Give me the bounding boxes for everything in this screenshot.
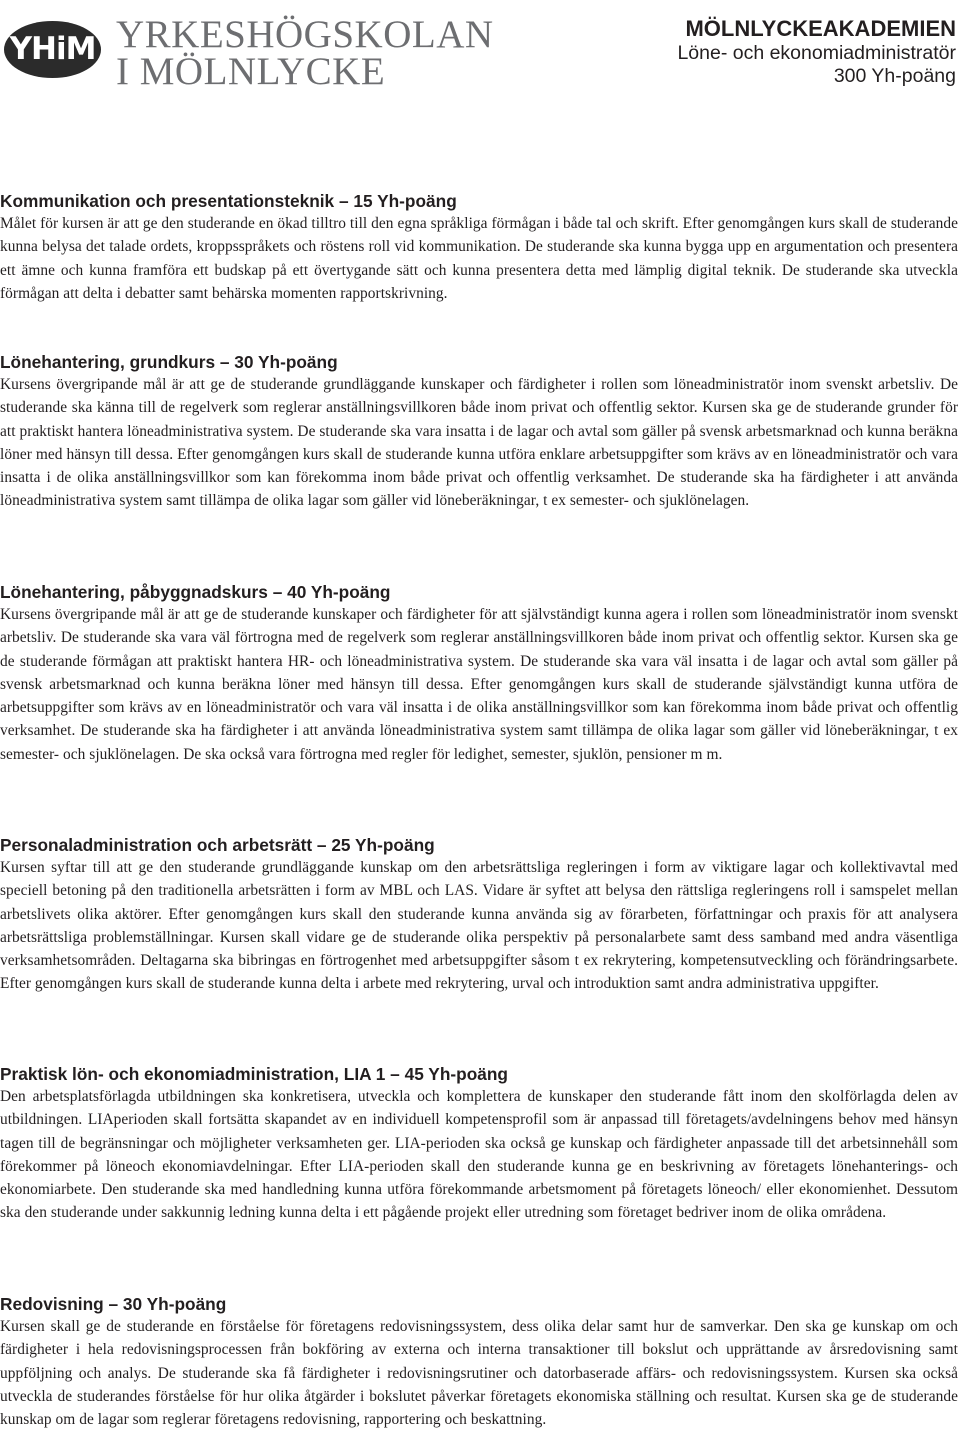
- course-description: Kursen syftar till att ge den studerande grundläggande kunskap om den arbetsrättsliga regleringen i form av viktigare lagar och kollektivavtal med speciell betoning på den traditionella arbetsrätten i form av MBL och LAS. Vidare är syftet att belysa den rättsliga regleringens roll i samspelet mellan arbetslivets olika aktörer. Efter genomgången kurs skall den studerande kunna använda sig av förarbeten, författningar och praxis för att analysera arbetsrättsliga problemställningar. Kursen skall vidare ge de studerande olika perspektiv på personalarbete samt dess samband med andra väsentliga verksamhetsområden. Deltagarna ska bibringas en förtrogenhet med arbetsuppgifter såsom t ex rekrytering, kompetensutveckling och förändringsarbete. Efter genomgången kurs skall de studerande kunna delta i arbete med rekrytering, urval och introduktion samt andra administrativa uppgifter.: [0, 859, 958, 993]
- course-section: [0, 834, 958, 1063]
- organization-name: MÖLNLYCKEAKADEMIEN: [685, 16, 956, 41]
- program-points: 300 Yh-poäng: [833, 65, 956, 87]
- course-title: Personaladministration och arbetsrätt – 25 Yh-poäng: [0, 835, 435, 855]
- course-title: Lönehantering, grundkurs – 30 Yh-poäng: [0, 352, 338, 372]
- school-logo-text: [116, 13, 494, 93]
- logo-line-2: I MÖLNLYCKE: [116, 50, 386, 93]
- course-title: Kommunikation och presentationsteknik – 15 Yh-poäng: [0, 191, 457, 211]
- course-title: Praktisk lön- och ekonomiadministration, LIA 1 – 45 Yh-poäng: [0, 1064, 508, 1084]
- page-header: [0, 0, 960, 110]
- program-name: Löne- och ekonomiadministratör: [677, 42, 956, 64]
- course-description: Kursens övergripande mål är att ge de studerande grundläggande kunskaper och färdigheter i rollen som löneadministratör inom svenskt arbetsliv. De studerande ska känna till de regelverk som reglerar anställningsvillkoren både inom privat och offentlig sektor. Kursen ska ge de studerande grunder för att praktiskt hantera löneadministrativa system. De studerande ska vara insatta i de lagar och avtal som gäller på svensk arbetsmarknad och kunna beräkna löner med hänsyn till dessa. Efter genomgången kurs skall de studerande kunna utföra enklare arbetsuppgifter som krävs av en löneadministratör och vara insatta i de olika anställningsvillkor som kan förekomma inom både privat och offentlig verksamhet. De studerande ska ha färdigheter i att använda löneadministrativa system samt tillämpa de olika lagar som gäller vid löneberäkningar, t ex semester- och sjuklönelagen.: [0, 376, 958, 510]
- program-info: [677, 16, 956, 88]
- course-description: Den arbetsplatsförlagda utbildningen ska konkretisera, utveckla och komplettera de kunskaper den studerande fått inom den skolförlagda delen av utbildningen. LIAperioden skall fortsätta skapandet av en individuell kompetensprofil som är anpassad till företagets/avdelningens behov med hänsyn tagen till de begränsningar och möjligheter verksamheten ger. LIA-perioden ska också ge kunskap och färdigheter anpassade till det arbetsinnehåll som förekommer på löneoch ekonomiavdelningar. Efter LIA-perioden skall den studerande kunna ge en beskrivning av företagets lönehanterings- och ekonomiarbete. Den studerande ska med handledning kunna utföra förekommande arbetsmoment på företagets löneoch/ eller ekonomienhet. Dessutom ska den studerande under sakkunnig ledning kunna delta i ett pågående projekt eller utredning som företaget bedriver inom de olika områdena.: [0, 1088, 958, 1222]
- logo-line-1: YRKESHÖGSKOLAN: [116, 13, 494, 56]
- course-description: Kursen skall ge de studerande en förståelse för företagens redovisningssystem, dess olika delar samt hur de samverkar. Den ska ge kunskap om och färdigheter i hela redovisningsprocessen från bokföring av externa och interna transaktioner till bokslut och upprättande av årsredovisning samt uppföljning och analys. De studerande ska få färdigheter i redovisningsrutiner och datorbaserade affärs- och redovisningssystem. Kursen ska också utveckla de studerandes förståelse för hur olika åtgärder i bokslutet påverkar företagets ekonomiska ställning och resultat. Kursen ska ge de studerande kunskap om de lagar som reglerar företagens redovisning, rapportering och beskattning.: [0, 1318, 958, 1429]
- course-description: Målet för kursen är att ge den studerande en ökad tilltro till den egna språkliga förmågan i både tal och skrift. Efter genomgången kurs skall de studerande kunna belysa det talade ordets, kroppsspråkets och röstens roll vid kommunikation. De studerande ska kunna bygga upp en argumentation och presentera ett ämne och kunna framföra ett budskap på ett övertygande sätt och kunna presentera detta med lämplig digital teknik. De studerande ska utveckla förmågan att delta i debatter samt behärska momenten rapportskrivning.: [0, 215, 958, 302]
- course-list: [0, 190, 958, 1431]
- course-description: Kursens övergripande mål är att ge de studerande kunskaper och färdigheter för att självständigt kunna agera i rollen som löneadministratör inom svenskt arbetsliv. De studerande ska vara väl förtrogna med de regelverk som reglerar anställningsvillkoren både inom privat och offentlig sektor. Kursen ska ge de studerande förmågan att praktiskt hantera HR- och löneadministrativa system. De studerande ska vara väl insatta i de lagar och avtal som gäller på svensk arbetsmarknad och kunna beräkna löner med hänsyn till dessa. Efter genomgången kurs skall de studerande självständigt kunna utföra de arbetsuppgifter som krävs av en löneadministratör och vara väl insatta i de olika anställningsvillkor som kan förekomma inom både privat och offentlig verksamhet. De studerande ska ha färdigheter i att använda löneadministrativa system samt tillämpa de olika lagar som gäller vid löneberäkningar, t ex semester- och sjuklönelagen. De ska också vara förtrogna med regler för ledighet, semester, sjuklön, pensioner m m.: [0, 606, 958, 763]
- course-section: [0, 1293, 958, 1431]
- course-title: Lönehantering, påbyggnadskurs – 40 Yh-poäng: [0, 582, 391, 602]
- course-section: [0, 581, 958, 834]
- course-section: [0, 351, 958, 581]
- course-title: Redovisning – 30 Yh-poäng: [0, 1294, 227, 1314]
- course-section: [0, 1063, 958, 1293]
- yhim-logo-badge: YHiM: [4, 21, 101, 78]
- course-section: [0, 190, 958, 351]
